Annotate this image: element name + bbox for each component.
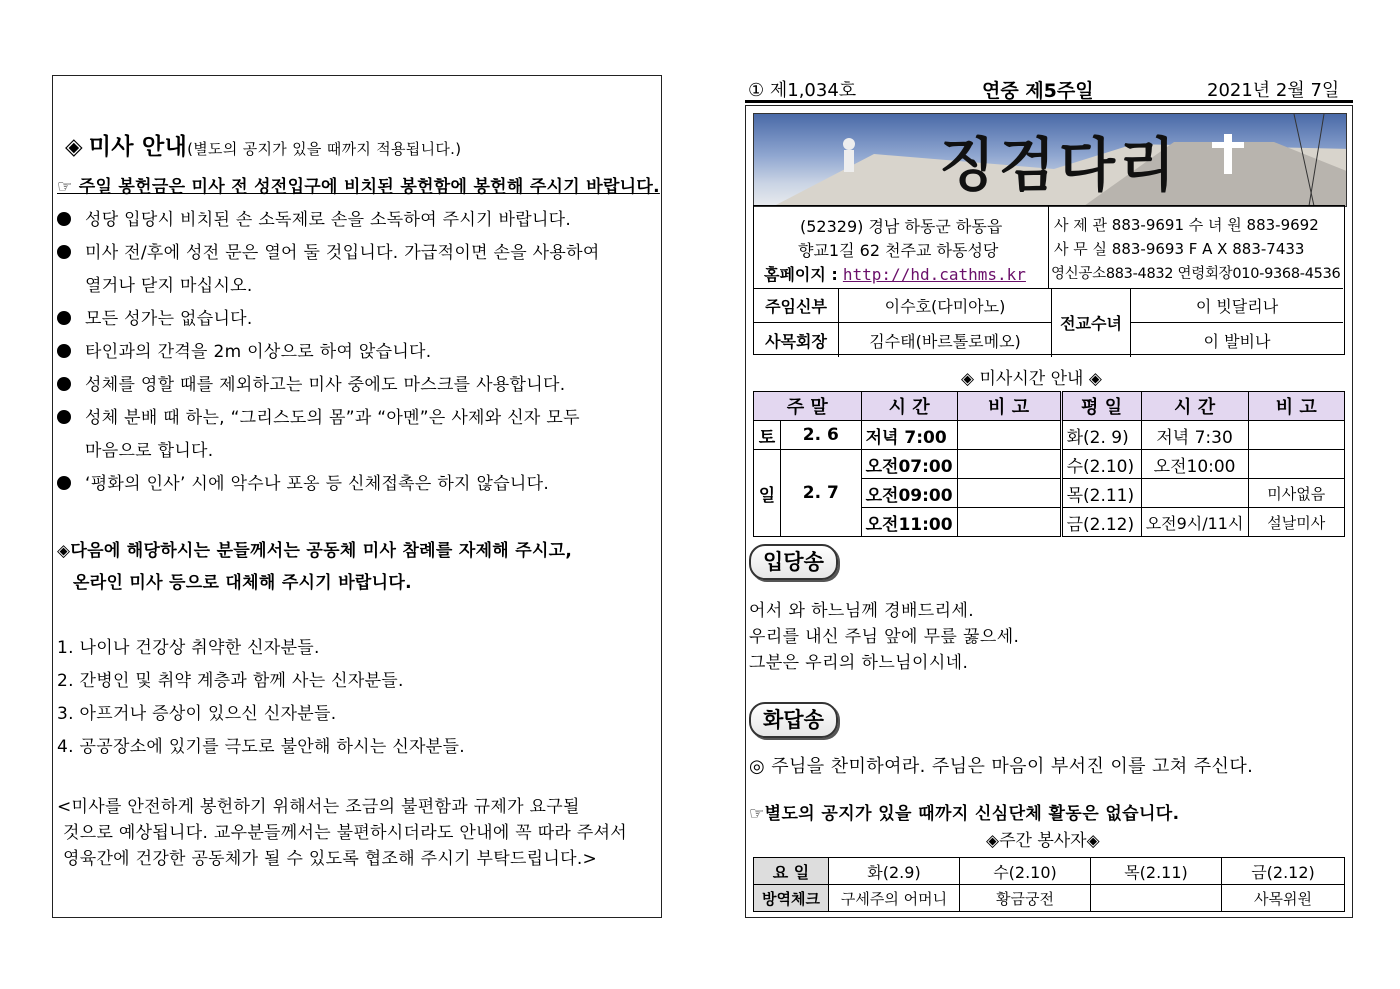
row-label: 방역체크 (754, 885, 829, 912)
bullet-icon (57, 245, 71, 259)
mass-time: 오전11:00 (861, 508, 957, 537)
issue-number: ① 제1,034호 (748, 80, 857, 101)
weekday-day: 화(2. 9) (1061, 421, 1141, 450)
mass-guide-title: 미사 안내 (88, 134, 188, 160)
weekday-note (1248, 450, 1344, 479)
col-header: 평 일 (1061, 392, 1141, 421)
mass-time: 저녁 7:00 (861, 421, 957, 450)
mass-schedule-title: ◈ 미사시간 안내 ◈ (961, 369, 1102, 389)
server-cell (1091, 885, 1222, 912)
issue-date: 2021년 2월 7일 (1207, 80, 1340, 101)
weekday-note: 미사없음 (1248, 479, 1344, 508)
council-label: 사목회장 (754, 323, 839, 358)
col-header: 시 간 (861, 392, 957, 421)
mass-note (957, 421, 1061, 450)
banner-title: 징검다리 (939, 131, 1180, 199)
responsorial-psalm-label: 화답송 (749, 702, 838, 738)
closing-text: <미사를 안전하게 봉헌하기 위해서는 조금의 불편함과 규제가 요구될 (57, 797, 580, 817)
parish-info (753, 205, 1345, 355)
bullet-icon (57, 476, 71, 490)
refrain-line: ◈다음에 해당하시는 분들께서는 공동체 미사 참례를 자제해 주시고, (57, 541, 573, 561)
activity-notice: ☞별도의 공지가 있을 때까지 신심단체 활동은 없습니다. (749, 804, 1180, 824)
phone-line: 영신공소883-4832 연령회장010-9368-4536 (1051, 266, 1341, 282)
bulletin-panel (745, 105, 1353, 918)
banner (753, 113, 1347, 207)
diamond-icon: ◈ (65, 134, 83, 160)
weekday-time (1141, 479, 1248, 508)
bullet-icon (57, 344, 71, 358)
entrance-line: 그분은 우리의 하느님이시네. (749, 653, 969, 673)
mass-guide-heading (65, 128, 461, 161)
col-header: 화(2.9) (829, 858, 960, 885)
group-item: 1. 나이나 건강상 취약한 신자분들. (57, 638, 320, 658)
col-header: 주 말 (754, 392, 862, 421)
weekday-day: 수(2.10) (1061, 450, 1141, 479)
weekday-day: 목(2.11) (1061, 479, 1141, 508)
group-item: 3. 아프거나 증상이 있으신 신자분들. (57, 704, 337, 724)
bullet-icon (57, 377, 71, 391)
address-line: (52329) 경남 하동군 하동읍 (800, 217, 1003, 236)
server-cell: 구세주의 어머니 (829, 885, 960, 912)
server-cell: 사목위원 (1222, 885, 1345, 912)
homepage-link[interactable]: http://hd.cathms.kr (842, 265, 1026, 284)
staff-table (754, 288, 1343, 357)
closing-text: 것으로 예상됩니다. 교우분들께서는 불편하시더라도 안내에 꼭 따라 주셔서 (63, 823, 628, 843)
offering-notice: ☞ 주일 봉헌금은 미사 전 성전입구에 비치된 봉헌함에 봉헌해 주시기 바랍니다. (57, 177, 660, 197)
weekday-note: 설날미사 (1248, 508, 1344, 537)
mass-note (957, 450, 1061, 479)
pastor-name: 이수호(다미아노) (839, 288, 1052, 323)
bullet-item: 모든 성가는 없습니다. (57, 304, 253, 329)
bullet-item: 타인과의 간격을 2m 이상으로 하여 앉습니다. (57, 337, 431, 362)
refrain-line: 온라인 미사 등으로 대체해 주시기 바랍니다. (73, 573, 412, 593)
bullet-continuation: 열거나 닫지 마십시오. (85, 276, 253, 296)
col-header: 수(2.10) (960, 858, 1091, 885)
phone-line: 사 무 실 883-9693 F A X 883-7433 (1054, 240, 1305, 258)
weekend-day: 일 (754, 450, 781, 537)
bullet-icon (57, 410, 71, 424)
mass-time: 오전09:00 (861, 479, 957, 508)
homepage-label: 홈페이지 : (764, 265, 838, 284)
weekday-time: 저녁 7:30 (1141, 421, 1248, 450)
bullet-item: 성당 입당시 비치된 손 소독제로 손을 소독하여 주시기 바랍니다. (57, 205, 571, 230)
address-block (754, 206, 1049, 288)
bullet-item: 성체를 영할 때를 제외하고는 미사 중에도 마스크를 사용합니다. (57, 370, 565, 395)
bullet-item: ‘평화의 인사’ 시에 악수나 포옹 등 신체접촉은 하지 않습니다. (57, 469, 549, 494)
mass-note (957, 508, 1061, 537)
council-name: 김수태(바르톨로메오) (839, 323, 1052, 358)
mass-time: 오전07:00 (861, 450, 957, 479)
weekday-day: 금(2.12) (1061, 508, 1141, 537)
mass-schedule-table (753, 391, 1345, 537)
group-item: 4. 공공장소에 있기를 극도로 불안해 하시는 신자분들. (57, 737, 465, 757)
closing-text: 영육간에 건강한 공동체가 될 수 있도록 협조해 주시기 부탁드립니다.> (63, 849, 598, 869)
liturgical-week: 연중 제5주일 (982, 80, 1094, 102)
header-rule (745, 100, 1353, 103)
mass-guide-panel (52, 75, 662, 918)
phone-line: 사 제 관 883-9691 수 녀 원 883-9692 (1054, 216, 1319, 234)
sister-label: 전교수녀 (1052, 288, 1131, 357)
weekly-servers-table (753, 857, 1345, 912)
col-header: 금(2.12) (1222, 858, 1345, 885)
weekday-time: 오전10:00 (1141, 450, 1248, 479)
responsorial-text: ◎ 주님을 찬미하여라. 주님은 마음이 부서진 이를 고쳐 주신다. (749, 756, 1254, 777)
bullet-item: 성체 분배 때 하는, “그리스도의 몸”과 “아멘”은 사제와 신자 모두 (57, 403, 580, 428)
col-header: 요 일 (754, 858, 829, 885)
col-header: 비 고 (957, 392, 1061, 421)
address-line: 향교1길 62 천주교 하동성당 (798, 241, 999, 260)
bullet-icon (57, 212, 71, 226)
mass-guide-note: (별도의 공지가 있을 때까지 적용됩니다.) (187, 140, 462, 158)
homepage-row (764, 262, 1026, 285)
entrance-line: 어서 와 하느님께 경배드리세. (749, 601, 975, 621)
weekend-date: 2. 6 (781, 421, 862, 450)
mass-note (957, 479, 1061, 508)
weekday-note (1248, 421, 1344, 450)
bullet-icon (57, 311, 71, 325)
bullet-item: 미사 전/후에 성전 문은 열어 둘 것입니다. 가급적이면 손을 사용하여 (57, 238, 600, 263)
col-header: 시 간 (1141, 392, 1248, 421)
weekend-day: 토 (754, 421, 781, 450)
sister-name: 이 빗달리나 (1131, 288, 1344, 323)
entrance-antiphon-label: 입당송 (749, 544, 838, 580)
entrance-line: 우리를 내신 주님 앞에 무릎 꿇으세. (749, 627, 1020, 647)
pastor-label: 주임신부 (754, 288, 839, 323)
weekly-servers-title: ◈주간 봉사자◈ (986, 831, 1100, 851)
group-item: 2. 간병인 및 취약 계층과 함께 사는 신자분들. (57, 671, 404, 691)
col-header: 목(2.11) (1091, 858, 1222, 885)
sister-name: 이 발비나 (1203, 331, 1271, 351)
weekend-date: 2. 7 (781, 450, 862, 537)
weekday-time: 오전9시/11시 (1141, 508, 1248, 537)
col-header: 비 고 (1248, 392, 1344, 421)
bullet-continuation: 마음으로 합니다. (85, 441, 214, 461)
server-cell: 황금궁전 (960, 885, 1091, 912)
